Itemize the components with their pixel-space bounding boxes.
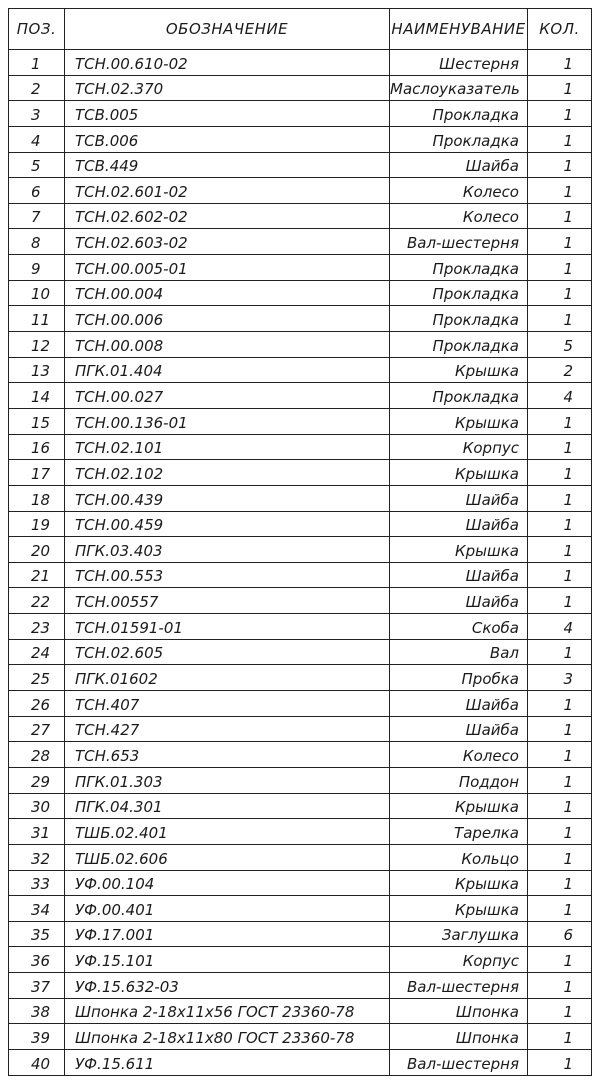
row-quantity: 1 [528, 1049, 592, 1075]
header-position: ПОЗ. [9, 9, 65, 50]
row-name: Маслоуказатель [390, 75, 528, 101]
row-name: Скоба [390, 614, 528, 640]
row-designation: ТСН.00.005-01 [65, 255, 390, 281]
table-row [9, 896, 592, 922]
row-position: 17 [9, 460, 65, 486]
table-row [9, 203, 592, 229]
row-position: 33 [9, 870, 65, 896]
row-designation: ТСН.00.610-02 [65, 50, 390, 76]
row-designation: ТШБ.02.401 [65, 819, 390, 845]
row-quantity: 1 [528, 716, 592, 742]
row-position: 9 [9, 255, 65, 281]
row-designation: ТСВ.449 [65, 152, 390, 178]
table-row [9, 511, 592, 537]
table-row [9, 639, 592, 665]
table-row [9, 665, 592, 691]
row-quantity: 1 [528, 126, 592, 152]
table-row [9, 75, 592, 101]
row-name: Прокладка [390, 126, 528, 152]
row-name: Вал-шестерня [390, 973, 528, 999]
row-designation: УФ.00.401 [65, 896, 390, 922]
row-designation: ТСН.00.439 [65, 485, 390, 511]
row-position: 29 [9, 767, 65, 793]
table-row [9, 1024, 592, 1050]
row-quantity: 1 [528, 203, 592, 229]
row-name: Прокладка [390, 332, 528, 358]
row-position: 27 [9, 716, 65, 742]
table-row [9, 485, 592, 511]
row-position: 14 [9, 383, 65, 409]
row-quantity: 1 [528, 1024, 592, 1050]
row-name: Шайба [390, 588, 528, 614]
table-row [9, 408, 592, 434]
row-name: Шпонка [390, 1024, 528, 1050]
row-position: 18 [9, 485, 65, 511]
row-designation: ПГК.01602 [65, 665, 390, 691]
row-designation: УФ.15.611 [65, 1049, 390, 1075]
row-quantity: 1 [528, 793, 592, 819]
row-designation: ТСН.02.605 [65, 639, 390, 665]
row-position: 26 [9, 691, 65, 717]
row-name: Крышка [390, 537, 528, 563]
row-name: Кольцо [390, 844, 528, 870]
row-quantity: 1 [528, 947, 592, 973]
row-position: 38 [9, 998, 65, 1024]
row-quantity: 1 [528, 485, 592, 511]
row-position: 20 [9, 537, 65, 563]
row-name: Шайба [390, 485, 528, 511]
row-quantity: 1 [528, 280, 592, 306]
row-designation: Шпонка 2-18х11х80 ГОСТ 23360-78 [65, 1024, 390, 1050]
table-row [9, 537, 592, 563]
row-position: 12 [9, 332, 65, 358]
row-designation: ТСН.00.008 [65, 332, 390, 358]
table-row [9, 357, 592, 383]
header-quantity: КОЛ. [528, 9, 592, 50]
row-designation: ТШБ.02.606 [65, 844, 390, 870]
header-name: НАИМЕНУВАНИЕ [390, 9, 528, 50]
row-designation: ТСВ.006 [65, 126, 390, 152]
row-quantity: 1 [528, 562, 592, 588]
row-position: 10 [9, 280, 65, 306]
row-position: 24 [9, 639, 65, 665]
row-name: Колесо [390, 742, 528, 768]
row-name: Прокладка [390, 383, 528, 409]
row-position: 37 [9, 973, 65, 999]
row-name: Вал-шестерня [390, 229, 528, 255]
row-quantity: 1 [528, 896, 592, 922]
row-position: 34 [9, 896, 65, 922]
row-designation: ТСН.00.027 [65, 383, 390, 409]
table-row [9, 921, 592, 947]
table-header [9, 9, 592, 50]
specification-table [8, 8, 592, 1076]
table-row [9, 844, 592, 870]
row-position: 11 [9, 306, 65, 332]
row-designation: ПГК.04.301 [65, 793, 390, 819]
row-position: 32 [9, 844, 65, 870]
table-row [9, 280, 592, 306]
row-name: Крышка [390, 460, 528, 486]
table-row [9, 332, 592, 358]
row-position: 3 [9, 101, 65, 127]
row-position: 39 [9, 1024, 65, 1050]
table-body [9, 50, 592, 1076]
row-quantity: 1 [528, 998, 592, 1024]
row-name: Пробка [390, 665, 528, 691]
row-position: 36 [9, 947, 65, 973]
row-name: Колесо [390, 178, 528, 204]
row-position: 35 [9, 921, 65, 947]
header-designation: ОБОЗНАЧЕНИЕ [65, 9, 390, 50]
row-designation: УФ.17.001 [65, 921, 390, 947]
row-position: 31 [9, 819, 65, 845]
row-position: 7 [9, 203, 65, 229]
row-name: Крышка [390, 408, 528, 434]
row-designation: ТСН.01591-01 [65, 614, 390, 640]
table-row [9, 793, 592, 819]
row-name: Шайба [390, 152, 528, 178]
row-position: 2 [9, 75, 65, 101]
table-row [9, 126, 592, 152]
row-designation: ТСН.653 [65, 742, 390, 768]
row-name: Прокладка [390, 280, 528, 306]
row-name: Корпус [390, 947, 528, 973]
table-row [9, 101, 592, 127]
table-row [9, 691, 592, 717]
header-row [9, 9, 592, 50]
row-name: Шайба [390, 716, 528, 742]
table-row [9, 562, 592, 588]
row-designation: ПГК.01.404 [65, 357, 390, 383]
row-quantity: 1 [528, 639, 592, 665]
table-row [9, 870, 592, 896]
row-name: Шайба [390, 511, 528, 537]
row-name: Крышка [390, 357, 528, 383]
row-designation: УФ.00.104 [65, 870, 390, 896]
row-quantity: 1 [528, 101, 592, 127]
row-designation: ТСН.00.004 [65, 280, 390, 306]
row-quantity: 1 [528, 511, 592, 537]
row-position: 40 [9, 1049, 65, 1075]
row-quantity: 4 [528, 383, 592, 409]
row-designation: ТСН.427 [65, 716, 390, 742]
row-position: 19 [9, 511, 65, 537]
table-row [9, 819, 592, 845]
row-designation: ТСН.02.101 [65, 434, 390, 460]
row-position: 21 [9, 562, 65, 588]
table-row [9, 1049, 592, 1075]
row-quantity: 5 [528, 332, 592, 358]
row-designation: ТСН.00.136-01 [65, 408, 390, 434]
row-quantity: 2 [528, 357, 592, 383]
row-quantity: 1 [528, 229, 592, 255]
row-designation: УФ.15.632-03 [65, 973, 390, 999]
row-quantity: 4 [528, 614, 592, 640]
row-quantity: 1 [528, 152, 592, 178]
table-row [9, 716, 592, 742]
row-designation: ПГК.03.403 [65, 537, 390, 563]
row-designation: ТСН.02.601-02 [65, 178, 390, 204]
table-row [9, 152, 592, 178]
table-row [9, 614, 592, 640]
row-quantity: 1 [528, 588, 592, 614]
row-quantity: 1 [528, 75, 592, 101]
row-quantity: 1 [528, 742, 592, 768]
row-position: 23 [9, 614, 65, 640]
table-row [9, 767, 592, 793]
table-row [9, 973, 592, 999]
row-quantity: 1 [528, 870, 592, 896]
row-designation: ТСН.407 [65, 691, 390, 717]
row-designation: ТСН.02.602-02 [65, 203, 390, 229]
row-name: Колесо [390, 203, 528, 229]
row-quantity: 1 [528, 767, 592, 793]
row-designation: Шпонка 2-18х11х56 ГОСТ 23360-78 [65, 998, 390, 1024]
row-name: Прокладка [390, 101, 528, 127]
row-name: Вал [390, 639, 528, 665]
row-position: 30 [9, 793, 65, 819]
row-designation: ТСН.02.370 [65, 75, 390, 101]
row-name: Крышка [390, 896, 528, 922]
row-name: Вал-шестерня [390, 1049, 528, 1075]
row-position: 6 [9, 178, 65, 204]
row-designation: ТСН.00557 [65, 588, 390, 614]
row-name: Корпус [390, 434, 528, 460]
row-position: 15 [9, 408, 65, 434]
table-row [9, 178, 592, 204]
row-quantity: 1 [528, 178, 592, 204]
row-position: 22 [9, 588, 65, 614]
row-name: Прокладка [390, 306, 528, 332]
row-designation: ТСН.02.603-02 [65, 229, 390, 255]
table-row [9, 460, 592, 486]
row-position: 4 [9, 126, 65, 152]
table-row [9, 306, 592, 332]
row-designation: ПГК.01.303 [65, 767, 390, 793]
row-quantity: 6 [528, 921, 592, 947]
row-position: 16 [9, 434, 65, 460]
row-quantity: 1 [528, 819, 592, 845]
table-row [9, 742, 592, 768]
row-quantity: 1 [528, 255, 592, 281]
row-name: Крышка [390, 793, 528, 819]
row-name: Тарелка [390, 819, 528, 845]
row-name: Прокладка [390, 255, 528, 281]
row-quantity: 1 [528, 460, 592, 486]
row-quantity: 1 [528, 408, 592, 434]
table-row [9, 229, 592, 255]
row-quantity: 1 [528, 434, 592, 460]
row-quantity: 1 [528, 973, 592, 999]
table-row [9, 947, 592, 973]
row-quantity: 1 [528, 691, 592, 717]
row-name: Крышка [390, 870, 528, 896]
row-position: 13 [9, 357, 65, 383]
row-designation: ТСН.00.553 [65, 562, 390, 588]
row-name: Шпонка [390, 998, 528, 1024]
row-name: Поддон [390, 767, 528, 793]
specification-sheet [8, 8, 591, 1072]
row-position: 5 [9, 152, 65, 178]
row-designation: ТСН.02.102 [65, 460, 390, 486]
table-row [9, 383, 592, 409]
row-position: 25 [9, 665, 65, 691]
table-row [9, 588, 592, 614]
row-position: 1 [9, 50, 65, 76]
row-position: 8 [9, 229, 65, 255]
row-quantity: 1 [528, 306, 592, 332]
row-quantity: 3 [528, 665, 592, 691]
row-quantity: 1 [528, 844, 592, 870]
table-row [9, 434, 592, 460]
table-row [9, 255, 592, 281]
row-name: Шайба [390, 691, 528, 717]
row-position: 28 [9, 742, 65, 768]
row-quantity: 1 [528, 50, 592, 76]
row-designation: УФ.15.101 [65, 947, 390, 973]
row-name: Шестерня [390, 50, 528, 76]
table-row [9, 998, 592, 1024]
row-designation: ТСН.00.006 [65, 306, 390, 332]
row-name: Шайба [390, 562, 528, 588]
row-name: Заглушка [390, 921, 528, 947]
row-quantity: 1 [528, 537, 592, 563]
row-designation: ТСВ.005 [65, 101, 390, 127]
table-row [9, 50, 592, 76]
row-designation: ТСН.00.459 [65, 511, 390, 537]
